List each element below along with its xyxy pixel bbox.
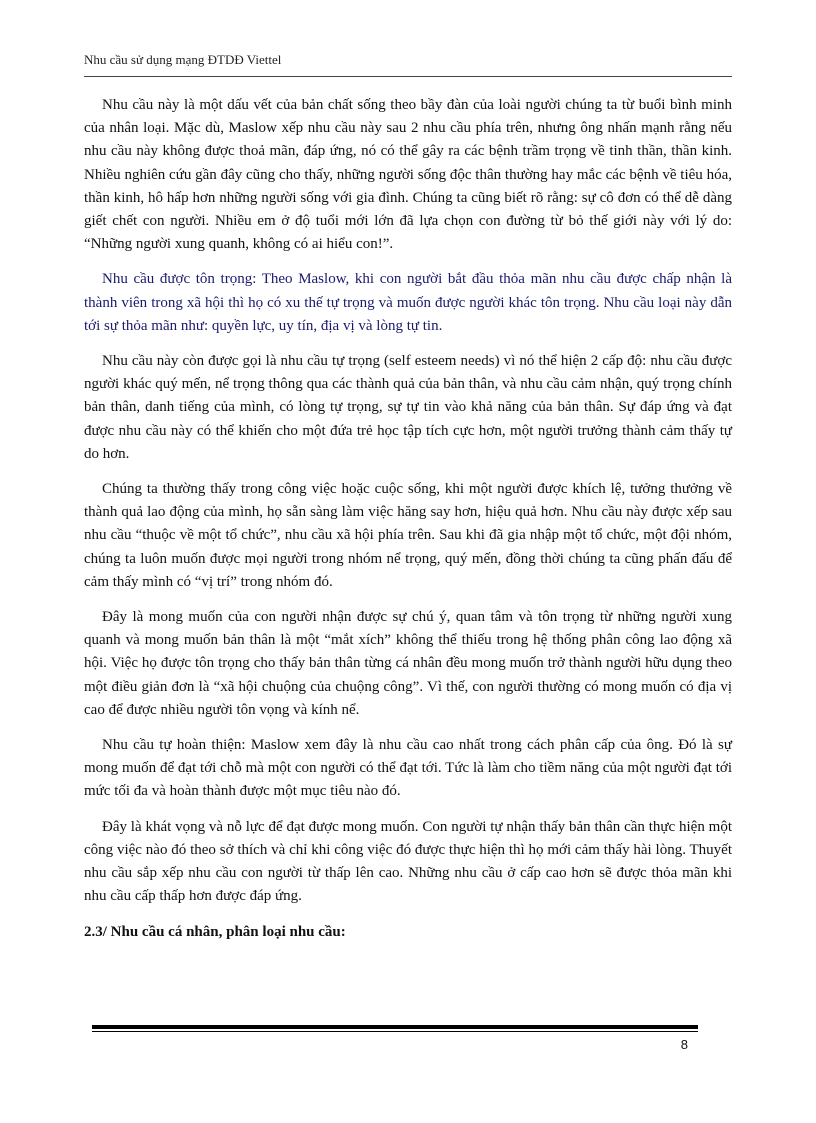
header-title: Nhu cầu sử dụng mạng ĐTDĐ Viettel (84, 52, 282, 67)
footer-divider-thick (92, 1025, 698, 1029)
section-heading: 2.3/ Nhu cầu cá nhân, phân loại nhu cầu: (84, 923, 346, 940)
paragraph-self-actualization: Nhu cầu tự hoàn thiện: Maslow xem đây là nhu cầu cao nhất trong cách phân cấp của ông. Đó là sự mong muốn để đạt tới chỗ mà một con người có thể đạt tới. Tức là làm cho tiềm năng của một người đạt tới mức tối đa và hoàn thành được một mục tiêu nào đó. (84, 737, 732, 800)
paragraph-aspiration: Đây là khát vọng và nỗ lực để đạt được mong muốn. Con người tự nhận thấy bản thân cần thực hiện một công việc nào đó theo sở thích và chỉ khi công việc đó được thực hiện thì họ mới cảm thấy hài lòng. Thuyết nhu cầu sắp xếp nhu cầu con người từ thấp lên cao. Những nhu cầu ở cấp cao hơn sẽ được thỏa mãn khi nhu cầu cấp thấp hơn được đáp ứng. (84, 818, 732, 905)
page-number: 8 (680, 1037, 688, 1052)
page-header (84, 52, 732, 77)
page-footer (92, 1025, 698, 1052)
paragraph-esteem-need: Nhu cầu được tôn trọng: Theo Maslow, khi con người bắt đầu thỏa mãn nhu cầu được chấp nhận là thành viên trong xã hội thì họ có xu thế tự trọng và muốn được người khác tôn trọng. Nhu cầu loại này dẫn tới sự thỏa mãn như: quyền lực, uy tín, địa vị và lòng tự tin. (84, 271, 732, 334)
paragraph-respect: Đây là mong muốn của con người nhận được sự chú ý, quan tâm và tôn trọng từ những người xung quanh và mong muốn bản thân là một “mắt xích” không thể thiếu trong hệ thống phân công lao động xã hội. Việc họ được tôn trọng cho thấy bản thân từng cá nhân đều mong muốn trở thành người hữu dụng theo một điều giản đơn là “xã hội chuộng của chuộng công”. Vì thế, con người thường có mong muốn có địa vị cao để được nhiều người tôn vọng và kính nể. (84, 609, 732, 718)
header-divider (84, 76, 732, 77)
document-body (84, 94, 732, 943)
footer-divider-thin (92, 1031, 698, 1032)
paragraph-social-need: Nhu cầu này là một dấu vết của bản chất sống theo bầy đàn của loài người chúng ta từ buổi bình minh của nhân loại. Mặc dù, Maslow xếp nhu cầu này sau 2 nhu cầu phía trên, nhưng ông nhấn mạnh rằng nếu nhu cầu này không được thoả mãn, đáp ứng, nó có thể gây ra các bệnh trầm trọng về tinh thần, thần kinh. Nhiều nghiên cứu gần đây cũng cho thấy, những người sống độc thân thường hay mắc các bệnh về tiêu hóa, thần kinh, hô hấp hơn những người sống với gia đình. Chúng ta cũng biết rõ rằng: sự cô đơn có thể dễ dàng giết chết con người. Nhiều em ở độ tuổi mới lớn đã lựa chọn con đường từ bỏ thế giới này với lý do: “Những người xung quanh, không có ai hiểu con!”. (84, 97, 732, 253)
paragraph-recognition: Chúng ta thường thấy trong công việc hoặc cuộc sống, khi một người được khích lệ, tưởng thưởng về thành quả lao động của mình, họ sẵn sàng làm việc hăng say hơn, hiệu quả hơn. Nhu cầu này được xếp sau nhu cầu “thuộc về một tổ chức”, nhu cầu xã hội phía trên. Sau khi đã gia nhập một tổ chức, một đội nhóm, chúng ta luôn muốn được mọi người trong nhóm nể trọng, quý mến, đồng thời chúng ta cũng phấn đấu để cảm thấy mình có “vị trí” trong nhóm đó. (84, 481, 732, 590)
paragraph-self-esteem: Nhu cầu này còn được gọi là nhu cầu tự trọng (self esteem needs) vì nó thể hiện 2 cấp độ: nhu cầu được người khác quý mến, nể trọng thông qua các thành quả của bản thân, và nhu cầu cảm nhận, quý trọng chính bản thân, danh tiếng của mình, có lòng tự trọng, sự tự tin vào khả năng của bản thân. Sự đáp ứng và đạt được nhu cầu này có thể khiến cho một đứa trẻ học tập tích cực hơn, một người trưởng thành cảm thấy tự do hơn. (84, 353, 732, 462)
